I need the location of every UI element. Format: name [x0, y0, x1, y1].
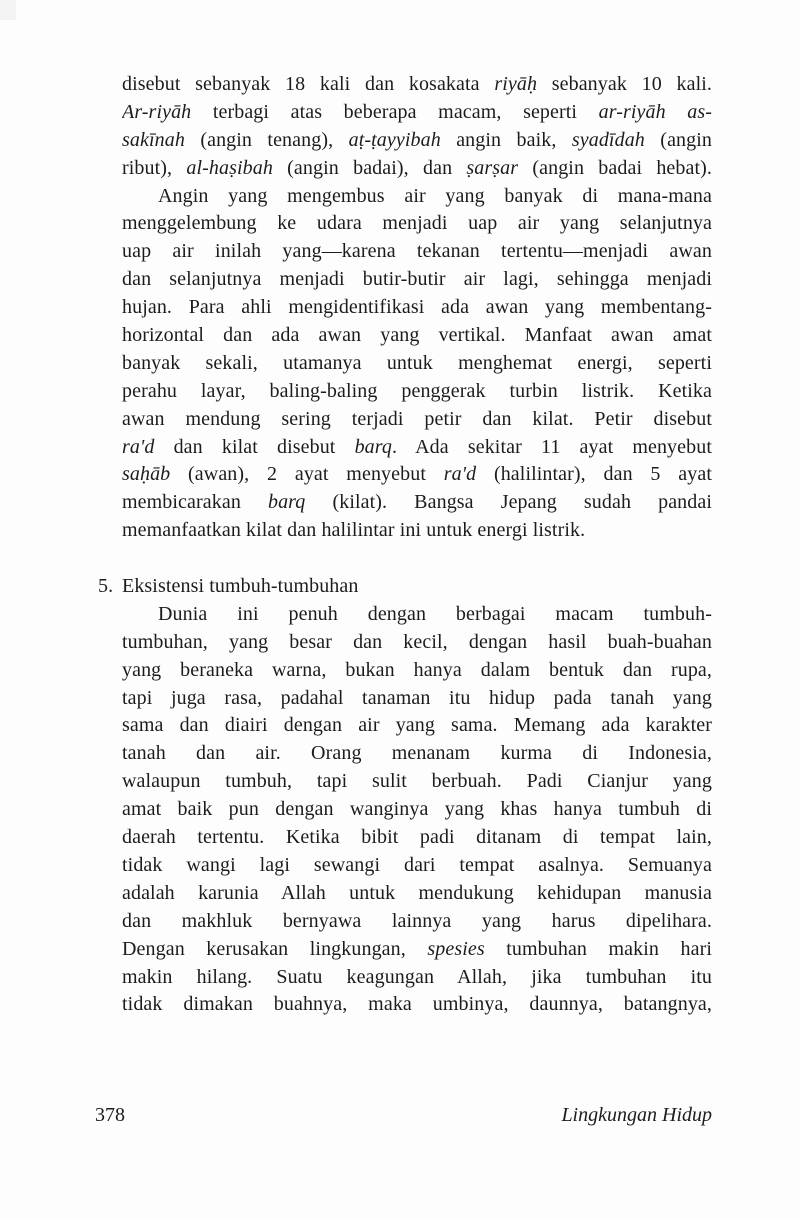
text-line: tidak wangi lagi sewangi dari tempat asalnya. Semuanya	[122, 853, 712, 876]
italic-term: riyāḥ	[494, 73, 538, 95]
italic-term: saḥāb	[122, 463, 171, 486]
paragraph	[122, 71, 712, 183]
text-line: membicarakan barq (kilat). Bangsa Jepang sudah pandai	[122, 491, 712, 514]
italic-term: barq	[267, 491, 306, 514]
text-line: tanah dan air. Orang menanam kurma di Indonesia,	[122, 742, 712, 765]
text-line: adalah karunia Allah untuk mendukung kehidupan manusia	[122, 881, 712, 904]
italic-term: barq	[354, 435, 393, 458]
text-line: saḥāb (awan), 2 ayat menyebut ra'd (halilintar), dan 5 ayat	[122, 463, 712, 486]
scan-artifact	[0, 0, 16, 20]
text-line: Ar-riyāh terbagi atas beberapa macam, seperti ar-riyāh as-	[122, 100, 712, 123]
text-line: dan makhluk bernyawa lainnya yang harus dipelihara.	[122, 909, 712, 932]
text-line: hujan. Para ahli mengidentifikasi ada awan yang membentang-	[122, 296, 712, 319]
page-number: 378	[95, 1104, 125, 1126]
paragraph	[122, 183, 712, 546]
footer	[95, 1102, 712, 1129]
text-line: makin hilang. Suatu keagungan Allah, jika tumbuhan itu	[122, 965, 712, 988]
text-line: horizontal dan ada awan yang vertikal. Manfaat awan amat	[122, 324, 712, 347]
italic-term: Ar-riyāh	[122, 100, 192, 123]
section-heading	[98, 573, 712, 601]
text-line: Angin yang mengembus air yang banyak di mana-mana	[158, 184, 712, 207]
italic-term: syadīdah	[571, 128, 645, 151]
italic-term: al-haṣibah	[186, 156, 273, 179]
text-line: sama dan diairi dengan air yang sama. Memang ada karakter	[122, 714, 712, 737]
text-line: sakīnah (angin tenang), aṭ-ṭayyibah angin baik, syadīdah (angin	[122, 128, 712, 151]
text-line: daerah tertentu. Ketika bibit padi ditanam di tempat lain,	[122, 826, 712, 849]
italic-term: ar-riyāh as-	[598, 100, 712, 123]
text-line: tumbuhan, yang besar dan kecil, dengan hasil buah-buahan	[122, 630, 712, 653]
italic-term: ṣarṣar	[466, 156, 519, 179]
text-line: awan mendung sering terjadi petir dan kilat. Petir disebut	[122, 407, 712, 430]
text-line: dan selanjutnya menjadi butir-butir air lagi, sehingga menjadi	[122, 268, 712, 291]
text-line: yang beraneka warna, bukan hanya dalam bentuk dan rupa,	[122, 658, 712, 681]
paragraph	[122, 601, 712, 1019]
text-line: tidak dimakan buahnya, maka umbinya, daunnya, batangnya,	[122, 993, 712, 1016]
text-line: Dunia ini penuh dengan berbagai macam tumbuh-	[158, 602, 712, 625]
text-line: amat baik pun dengan wanginya yang khas hanya tumbuh di	[122, 798, 712, 821]
text-line: Dengan kerusakan lingkungan, spesies tumbuhan makin hari	[122, 937, 712, 960]
text-line: disebut sebanyak 18 kali dan kosakata riyāḥ sebanyak 10 kali.	[122, 73, 712, 95]
text-line: menggelembung ke udara menjadi uap air yang selanjutnya	[122, 212, 712, 235]
text-block	[98, 71, 712, 1019]
italic-term: aṭ-ṭayyibah	[348, 128, 441, 151]
text-line: ra'd dan kilat disebut barq. Ada sekitar 11 ayat menyebut	[122, 435, 712, 458]
text-line: memanfaatkan kilat dan halilintar ini untuk energi listrik.	[122, 519, 586, 542]
italic-term: ra'd	[443, 463, 477, 486]
text-line: uap air inilah yang—karena tekanan tertentu—menjadi awan	[122, 240, 712, 263]
text-line: walaupun tumbuh, tapi sulit berbuah. Padi Cianjur yang	[122, 770, 712, 793]
section-number: 5.	[98, 575, 114, 598]
text-line: ribut), al-haṣibah (angin badai), dan ṣarṣar (angin badai hebat).	[122, 156, 712, 179]
italic-term: sakīnah	[122, 128, 185, 151]
italic-term: ra'd	[122, 435, 155, 458]
section-title: Eksistensi tumbuh-tumbuhan	[122, 575, 359, 598]
running-title: Lingkungan Hidup	[561, 1104, 712, 1126]
italic-term: spesies	[427, 937, 485, 960]
text-line: tapi juga rasa, padahal tanaman itu hidup pada tanah yang	[122, 686, 712, 709]
text-line: banyak sekali, utamanya untuk menghemat energi, seperti	[122, 351, 712, 374]
text-line: perahu layar, baling-baling penggerak turbin listrik. Ketika	[122, 379, 712, 402]
